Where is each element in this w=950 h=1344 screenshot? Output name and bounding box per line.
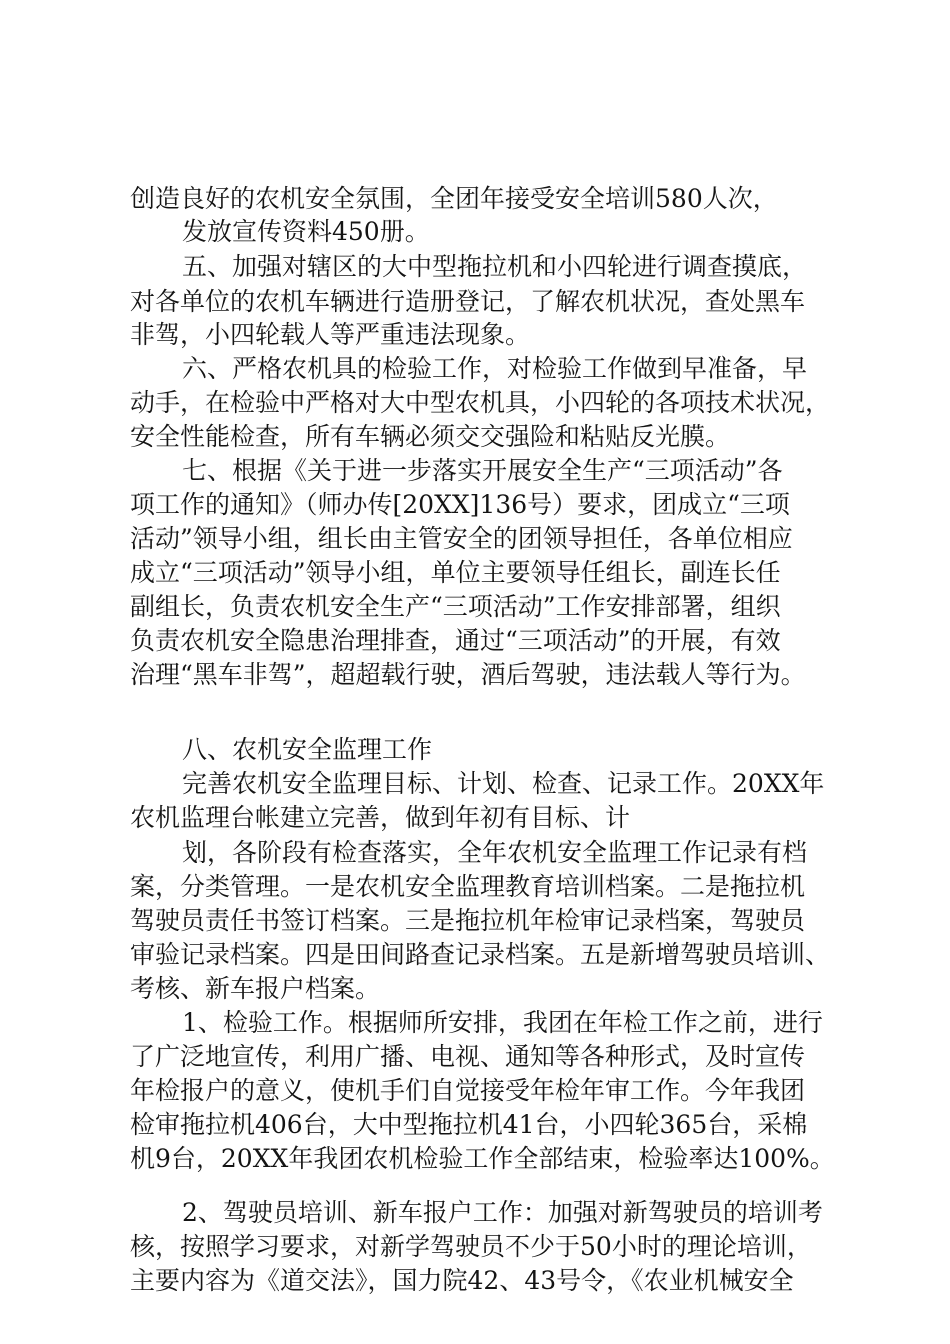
text-line: 副组长，负责农机安全生产“三项活动”工作安排部署，组织 [130,592,781,621]
text-line: 安全性能检查，所有车辆必须交交强险和粘贴反光膜。 [130,422,731,451]
text-line: 检审拖拉机406台，大中型拖拉机41台，小四轮365台，采棉 [130,1110,808,1139]
text-line: 机9台，20XX年我团农机检验工作全部结束，检验率达100%。 [130,1144,835,1173]
text-line: 活动”领导小组，组长由主管安全的团领导担任，各单位相应 [130,524,793,553]
text-line: 发放宣传资料450册。 [182,217,430,246]
text-line: 核，按照学习要求，对新学驾驶员不少于50小时的理论培训， [130,1232,812,1261]
text-line: 案，分类管理。一是农机安全监理教育培训档案。二是拖拉机 [130,872,806,901]
text-line: 划，各阶段有检查落实，全年农机安全监理工作记录有档 [182,838,808,867]
text-line: 年检报户的意义，使机手们自觉接受年检年审工作。今年我团 [130,1076,806,1105]
text-line: 项工作的通知》（师办传[20XX]136号）要求，团成立“三项 [130,490,790,519]
text-line: 动手，在检验中严格对大中型农机具，小四轮的各项技术状况， [130,388,831,417]
text-line: 农机监理台帐建立完善，做到年初有目标、计 [130,803,631,832]
text-line: 创造良好的农机安全氛围，全团年接受安全培训580人次， [130,184,778,213]
text-line: 完善农机安全监理目标、计划、检查、记录工作。20XX年 [182,769,825,798]
text-line: 驾驶员责任书签订档案。三是拖拉机年检审记录档案，驾驶员 [130,906,806,935]
text-line: 了广泛地宣传，利用广播、电视、通知等各种形式，及时宣传 [130,1042,806,1071]
text-line: 七、根据《关于进一步落实开展安全生产“三项活动”各 [182,456,783,485]
text-line: 六、严格农机具的检验工作，对检验工作做到早准备，早 [182,354,808,383]
text-line: 负责农机安全隐患治理排查，通过“三项活动”的开展，有效 [130,626,781,655]
text-line: 治理“黑车非驾”，超超载行驶，酒后驾驶，违法载人等行为。 [130,660,806,689]
text-line: 五、加强对辖区的大中型拖拉机和小四轮进行调查摸底， [182,252,808,281]
text-line: 对各单位的农机车辆进行造册登记，了解农机状况，查处黑车 [130,287,806,316]
text-line: 1、检验工作。根据师所安排，我团在年检工作之前，进行 [182,1008,823,1037]
text-line: 考核、新车报户档案。 [130,974,381,1003]
text-line: 非驾，小四轮载人等严重违法现象。 [130,320,531,349]
text-line: 主要内容为《道交法》，国力院42、43号令，《农业机械安全 [130,1266,794,1295]
text-line: 2、驾驶员培训、新车报户工作：加强对新驾驶员的培训考 [182,1198,823,1227]
text-line: 审验记录档案。四是田间路查记录档案。五是新增驾驶员培训、 [130,940,831,969]
text-line: 成立“三项活动”领导小组，单位主要领导任组长，副连长任 [130,558,781,587]
section-heading: 八、农机安全监理工作 [182,735,433,764]
